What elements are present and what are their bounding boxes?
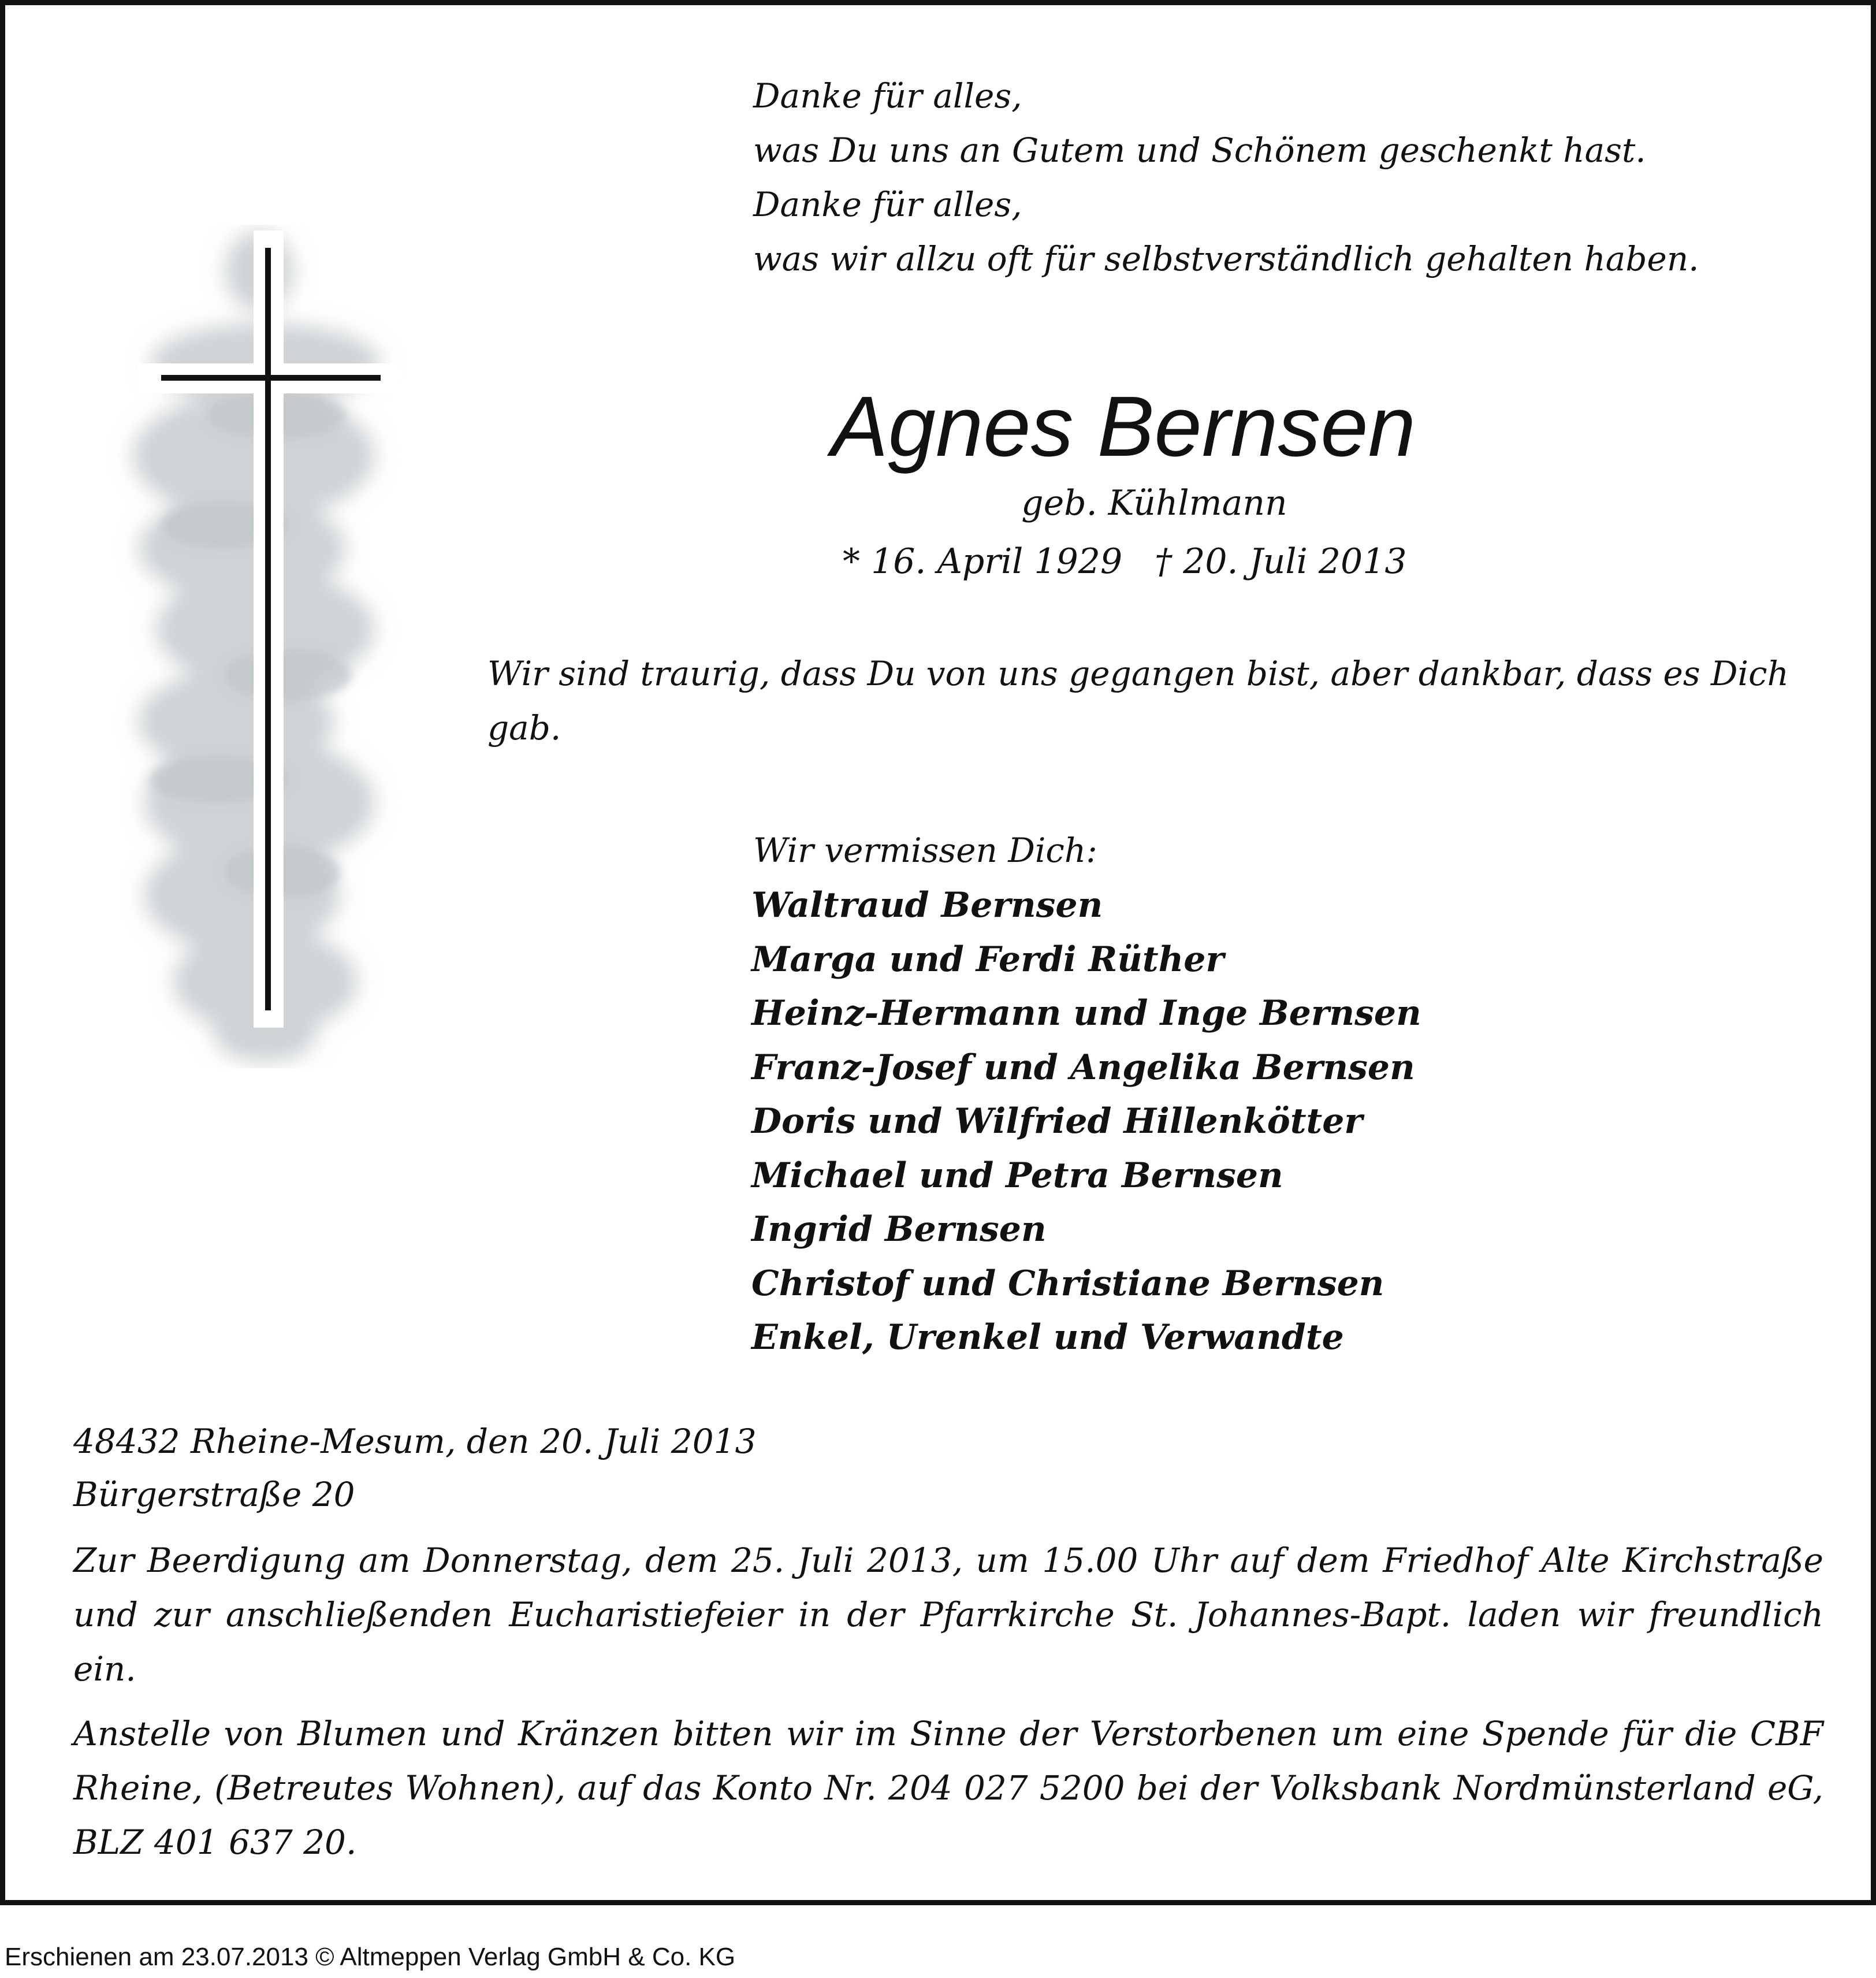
mourner-name: Christof und Christiane Bernsen: [751, 1263, 1384, 1304]
mourner-name: Michael und Petra Bernsen: [751, 1155, 1283, 1196]
mourner-name: Waltraud Bernsen: [751, 885, 1103, 925]
poem-line: was Du uns an Gutem und Schönem geschenkt hast.: [753, 131, 1646, 170]
poem-line: Danke für alles,: [753, 76, 1022, 116]
poem-line: was wir allzu oft für selbstverständlich gehalten haben.: [753, 239, 1699, 278]
funeral-notice: Zur Beerdigung am Donnerstag, dem 25. Juli 2013, um 15.00 Uhr auf dem Friedhof Alte Kirchstraße und zur anschließenden Eucharistiefeier in der Pfarrkirche St. Johannes-Bapt. laden wir freundlich ein.: [73, 1541, 1823, 1689]
poem-line: Danke für alles,: [753, 185, 1022, 224]
sad-statement: Wir sind traurig, dass Du von uns gegangen bist, aber dankbar, dass es Dich gab.: [487, 654, 1789, 748]
mourners-list: [751, 879, 1421, 1365]
publication-footer: Erschienen am 23.07.2013 © Altmeppen Verlag GmbH & Co. KG: [5, 1943, 736, 1971]
place-date: 48432 Rheine-Mesum, den 20. Juli 2013: [73, 1422, 757, 1461]
birth-date: * 16. April 1929: [843, 541, 1123, 582]
place-and-address: [73, 1415, 757, 1521]
deceased-name: Agnes Bernsen: [831, 379, 1416, 474]
life-dates: [843, 536, 1407, 588]
mourner-name: Marga und Ferdi Rüther: [751, 939, 1224, 980]
maiden-name: geb. Kühlmann: [1021, 483, 1287, 523]
mourner-name: Franz-Josef und Angelika Bernsen: [751, 1047, 1415, 1088]
mourner-name: Enkel, Urenkel und Verwandte: [751, 1317, 1344, 1358]
mourner-name: Ingrid Bernsen: [751, 1209, 1047, 1250]
missing-intro: Wir vermissen Dich:: [753, 831, 1097, 870]
cross-icon: [92, 225, 438, 1068]
donation-notice: Anstelle von Blumen und Kränzen bitten wir im Sinne der Verstorbenen um eine Spende für die CBF Rheine, (Betreutes Wohnen), auf das Konto Nr. 204 027 5200 bei der Volksbank Nordmünsterland eG, BLZ 401 637 20.: [73, 1714, 1823, 1862]
poem: [753, 69, 1699, 286]
mourner-name: Heinz-Hermann und Inge Bernsen: [751, 993, 1421, 1033]
death-date: † 20. Juli 2013: [1155, 541, 1407, 582]
mourner-name: Doris und Wilfried Hillenkötter: [751, 1101, 1363, 1142]
address: Bürgerstraße 20: [73, 1475, 355, 1514]
